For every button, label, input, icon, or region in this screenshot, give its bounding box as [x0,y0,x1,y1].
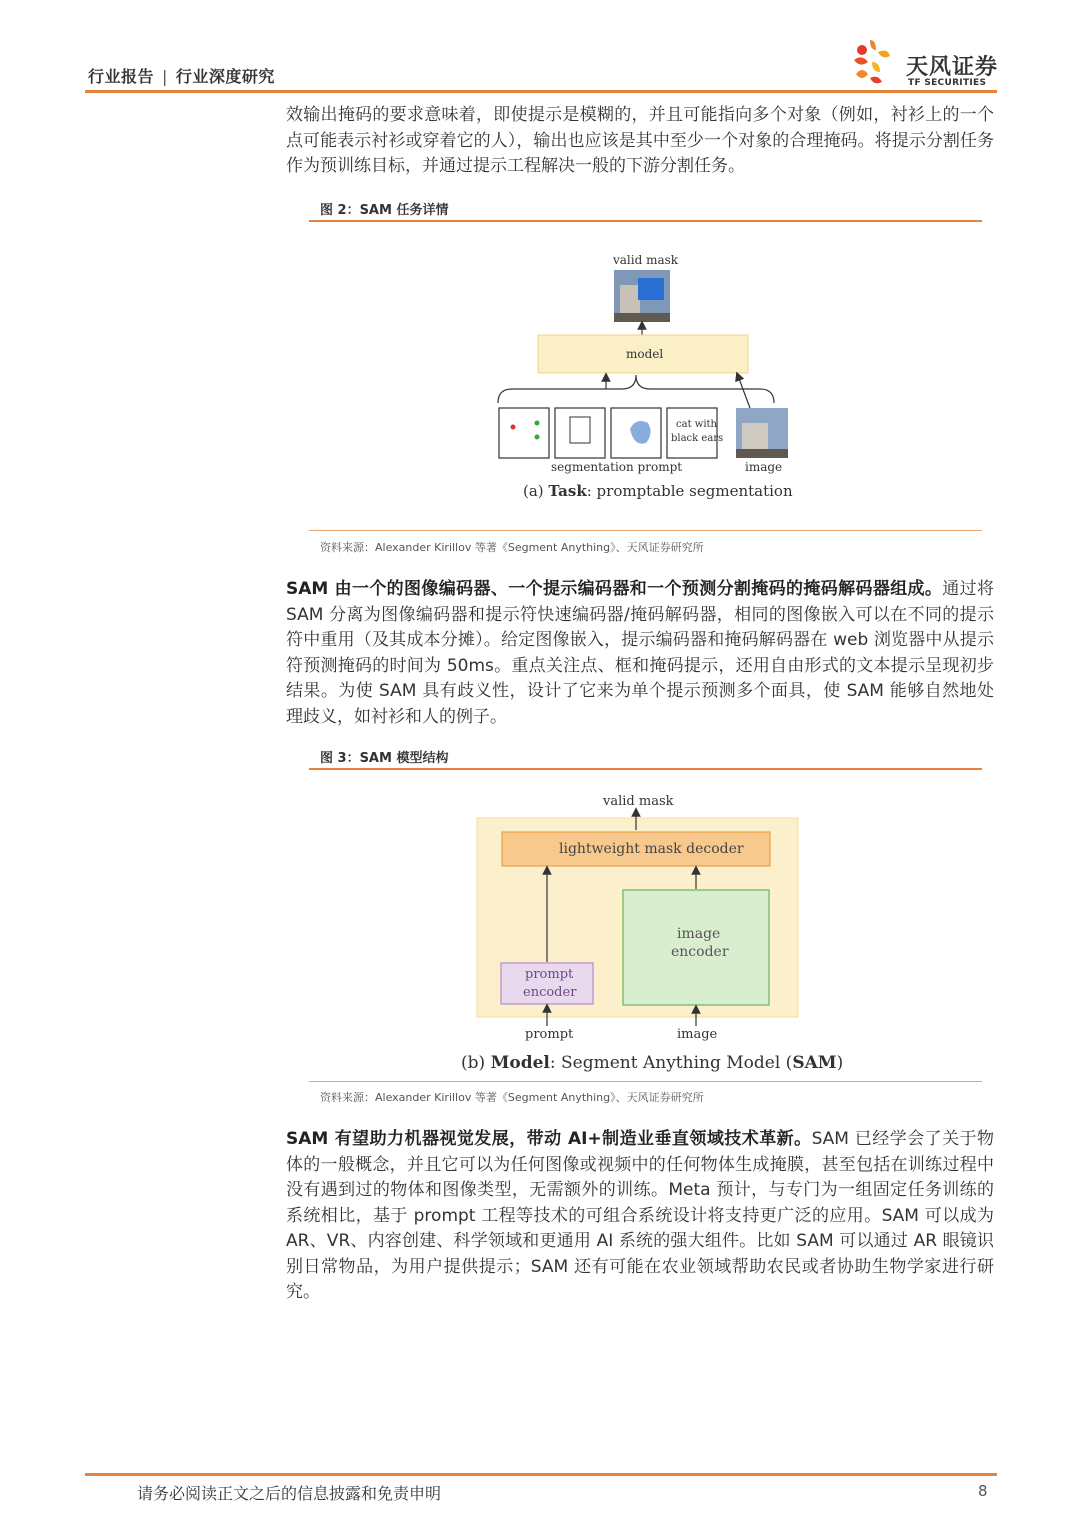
figure-3-caption-end: ) [836,1053,844,1073]
segmentation-prompt-label: segmentation prompt [551,460,683,474]
mask-decoder-label: lightweight mask decoder [559,841,744,857]
text-prompt-line-1: cat with [676,419,717,430]
image-input-label: image [677,1027,718,1042]
figure-2-caption-rest: : promptable segmentation [586,482,793,500]
figure-3-diagram [470,790,810,1050]
report-category [88,64,275,87]
figure-3-bottom-rule [309,1081,982,1082]
figure-2-model-label: model [626,347,664,361]
logo-text-en: TF SECURITIES [908,78,987,88]
box-prompt-box [555,408,605,458]
figure-2-source: 资料来源：Alexander Kirillov 等著《Segment Anything》、天风证券研究所 [320,541,704,554]
paragraph-3-body: SAM 已经学会了关于物体的一般概念，并且它可以为任何图像或视频中的任何物体生成掩膜，甚至包括在训练过程中没有遇到过的物体和图像类型，无需额外的训练。Meta 预计，与专门为一组固定任务训练的系统相比，基于 prompt 工程等技术的可组合系统设计将支持更广泛的应用。SAM 可以成为 AR、VR、内容创建、科学领域和更通用 AI 系统的强大组件。比如 SAM 可以通过 AR 眼镜识别日常物品，为用户提供提示；SAM 还有可能在农业领域帮助农民或者协助生物学家进行研究。 [286,1129,994,1302]
footer-disclaimer: 请务必阅读正文之后的信息披露和免责申明 [137,1484,442,1503]
paragraph-3 [286,1127,994,1306]
figure-3-caption-mid: : Segment Anything Model ( [549,1053,793,1073]
paragraph-3-lead: SAM 有望助力机器视觉发展，带动 AI+制造业垂直领域技术革新。 [286,1129,812,1149]
figure-3-title: 图 3：SAM 模型结构 [320,751,449,766]
prompt-encoder-label-line-2: encoder [523,985,577,1000]
figure-3-caption [461,1053,843,1073]
figure-3-caption-prefix: (b) [461,1053,491,1073]
paragraph-2-body: 通过将 SAM 分离为图像编码器和提示符快速编码器/掩码解码器，相同的图像嵌入可以在不同的提示符中重用（及其成本分摊）。给定图像嵌入，提示编码器和掩码解码器在 web 浏览器中从提示符预测掩码的时间为 50ms。重点关注点、框和掩码提示，还用自由形式的文本提示呈现初步结果。为使 SAM 具有歧义性，设计了它来为单个提示预测多个面具，使 SAM 能够自然地处理歧义，如衬衫和人的例子。 [286,579,995,727]
image-encoder-label-line-2: encoder [671,944,729,960]
figure-2-caption [523,482,793,500]
image-encoder-label-line-1: image [677,926,721,942]
figure-2-title: 图 2：SAM 任务详情 [320,203,449,218]
text-prompt-line-2: black ears [671,433,724,444]
figure-2-bottom-rule [309,530,982,531]
prompt-encoder-label-line-1: prompt [525,967,574,982]
figure-3-top-rule [309,768,982,770]
figure-2-top-rule [309,220,982,222]
figure-3-caption-bold: Model [490,1053,550,1073]
figure-2-diagram [480,245,810,515]
report-subsection: 行业深度研究 [175,67,275,86]
header-rule [85,90,997,93]
figure-2-image-label: image [745,460,783,474]
figure-2-caption-prefix: (a) [523,482,549,500]
figure-2-valid-mask-label: valid mask [613,253,679,267]
paragraph-1: 效输出掩码的要求意味着，即使提示是模糊的，并且可能指向多个对象（例如，衬衫上的一个点可能表示衬衫或穿着它的人），输出也应该是其中至少一个对象的合理掩码。将提示分割任务作为预训练目标，并通过提示工程解决一般的下游分割任务。 [286,105,994,176]
prompt-input-label: prompt [525,1027,574,1042]
figure-2-caption-bold: Task [548,482,587,500]
header-separator: | [162,67,168,86]
report-section: 行业报告 [88,67,155,86]
paragraph-2-lead: SAM 由一个的图像编码器、一个提示编码器和一个预测分割掩码的掩码解码器组成。 [286,579,943,599]
figure-3-source: 资料来源：Alexander Kirillov 等著《Segment Anything》、天风证券研究所 [320,1091,704,1104]
logo-text-cn: 天风证券 [906,55,999,80]
figure-3-caption-bold-2: SAM [792,1053,837,1073]
paragraph-2 [286,577,994,730]
footer-rule [85,1473,997,1476]
point-prompt-box [499,408,549,458]
figure-3-valid-mask-label: valid mask [603,794,674,809]
page-number: 8 [978,1482,988,1500]
